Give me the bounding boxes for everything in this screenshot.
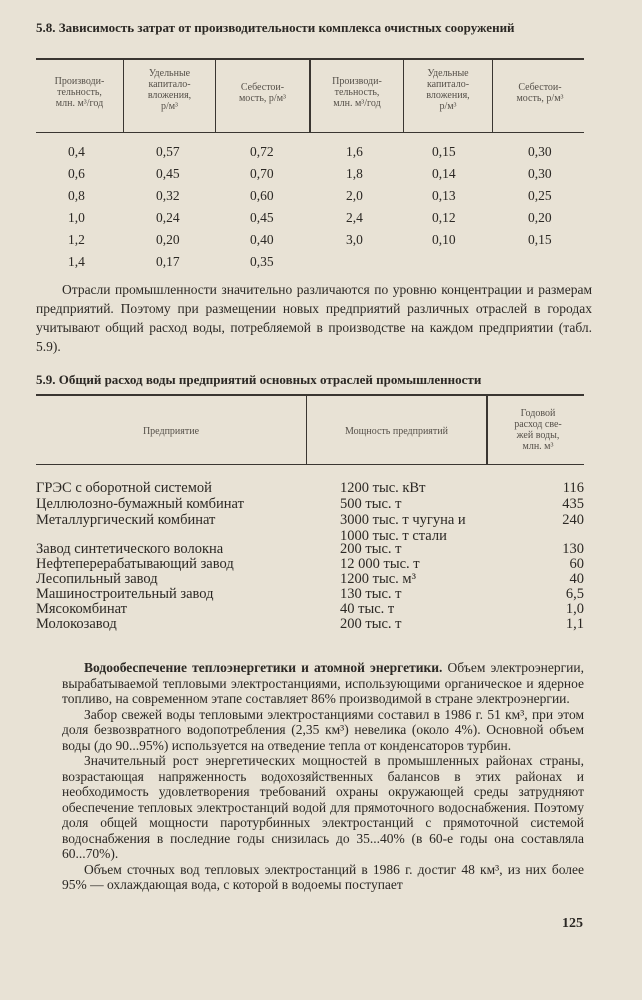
table1-cell: 2,0 (346, 188, 363, 203)
table1-cell: 0,45 (156, 166, 180, 181)
table2-header-cell: Предприятие (142, 426, 200, 437)
table2-enterprise: Молокозавод (36, 616, 117, 632)
table1-cell: 0,15 (528, 232, 552, 247)
table2-water-volume: 116 (562, 480, 584, 496)
table2-header-cell: Мощность предприятий (345, 426, 448, 437)
table1-header-cell: Удельные капитало- вложения, р/м³ (147, 68, 192, 112)
table2-enterprise: Целлюлозно-бумажный комбинат (36, 496, 244, 512)
table2-enterprise: Лесопильный завод (36, 571, 158, 587)
page-number: 125 (562, 916, 583, 931)
table1-cell: 0,60 (250, 188, 274, 203)
table2-header-cell: Годовой расход све- жей воды, млн. м³ (514, 408, 562, 452)
table1-cell: 0,15 (432, 144, 456, 159)
table1-cell: 0,20 (528, 210, 552, 225)
table2-header-rule (36, 464, 584, 465)
table1-header-cell: Производи- тельность, млн. м³/год (54, 76, 105, 109)
table1-cell: 0,8 (68, 188, 85, 203)
table2-capacity: 3000 тыс. т чугуна и 1000 тыс. т стали (340, 512, 466, 544)
table1-cell: 0,35 (250, 254, 274, 269)
table1-cell: 1,6 (346, 144, 363, 159)
table1-cell: 0,32 (156, 188, 180, 203)
table1-header-cell: Себестои- мость, р/м³ (516, 82, 564, 104)
table1-cell: 0,12 (432, 210, 456, 225)
table1-cell: 0,20 (156, 232, 180, 247)
table2-capacity: 500 тыс. т (340, 496, 402, 512)
table1-cell: 0,30 (528, 144, 552, 159)
table2-water-volume: 6,5 (565, 586, 584, 602)
table2-enterprise: Мясокомбинат (36, 601, 128, 617)
table2-capacity: 40 тыс. т (340, 601, 395, 617)
table1-cell: 0,40 (250, 232, 274, 247)
body-paragraph: Значительный рост энергетических мощностей в промышленных районах страны, возрастающая напряженность водохозяйственных балансов в этих районах и необходимость удовлетворения требований охраны окружающей среды затрудняют обеспечение тепловых электростанций водой для прямоточного водоснабжения. Поэтому доля общей мощности паротурбинных электростанций с прямоточной системой водоснабжения в последние годы снизилась до 35...40% (в 60-е годы она составляла 60...70%). (62, 753, 584, 861)
table2-capacity: 200 тыс. т (340, 541, 402, 557)
table1-caption: 5.8. Зависимость затрат от производительности комплекса очистных сооружений (36, 20, 515, 35)
table1-header-cell: Производи- тельность, млн. м³/год (332, 76, 382, 109)
table2-capacity: 1200 тыс. м³ (340, 571, 416, 587)
body-paragraph: Объем сточных вод тепловых электростанций в 1986 г. достиг 48 км³, из них более 95% — охлаждающая вода, с которой в водоемы поступает (62, 861, 584, 892)
table1-cell: 0,13 (432, 188, 456, 203)
table1-cell: 1,0 (68, 210, 85, 225)
table1-cell: 1,8 (346, 166, 363, 181)
table1-cell: 0,10 (432, 232, 456, 247)
table2-enterprise: Машиностроительный завод (36, 586, 214, 602)
table1-header-rule (36, 132, 584, 133)
body-paragraph: Забор свежей воды тепловыми электростанциями составил в 1986 г. 51 км³, при этом доля безвозвратного водопотребления (2,35 км³) невелика (около 4%). Основной объем воды (до 90...95%) используется на отведение тепла от конденсаторов турбин. (62, 706, 584, 753)
table2-top-rule (36, 394, 584, 396)
table1-cell: 0,70 (250, 166, 274, 181)
table1-cell: 1,2 (68, 232, 85, 247)
table2-enterprise: Металлургический комбинат (36, 512, 216, 528)
table1-cell: 3,0 (346, 232, 363, 247)
table1-cell: 0,30 (528, 166, 552, 181)
table2-caption: 5.9. Общий расход воды предприятий основных отраслей промышленности (36, 372, 482, 387)
table2-water-volume: 1,0 (565, 601, 584, 617)
table2-water-volume: 435 (562, 496, 584, 512)
table1-header-cell: Удельные капитало- вложения, р/м³ (426, 68, 470, 112)
table1-cell: 0,24 (156, 210, 180, 225)
table2-enterprise: Нефтеперерабатывающий завод (36, 556, 234, 572)
table1-cell: 0,6 (68, 166, 85, 181)
table1-cell: 0,57 (156, 144, 180, 159)
table1-cell: 0,45 (250, 210, 274, 225)
table2-water-volume: 130 (562, 541, 584, 557)
table1-cell: 1,4 (68, 254, 85, 269)
table1-cell: 0,25 (528, 188, 552, 203)
table1-cell: 0,14 (432, 166, 456, 181)
table2-capacity: 12 000 тыс. т (340, 556, 420, 572)
table2-water-volume: 240 (562, 512, 584, 528)
table1-cell: 0,17 (156, 254, 180, 269)
body-paragraph: Водообеспечение теплоэнергетики и атомной энергетики. Объем электроэнергии, вырабатываемой тепловыми электростанциями, использующими органическое и ядерное топливо, на современном этапе составляет 86% производимой в стране электроэнергии. (62, 660, 584, 706)
table1-cell: 0,72 (250, 144, 274, 159)
table2-enterprise: Завод синтетического волокна (36, 541, 224, 557)
table1-cell: 0,4 (68, 144, 85, 159)
table2-water-volume: 40 (569, 571, 584, 587)
table1-cell: 2,4 (346, 210, 363, 225)
table2-water-volume: 1,1 (565, 616, 584, 632)
section-lead-heading: Водообеспечение теплоэнергетики и атомной энергетики. (84, 660, 443, 675)
table2-capacity: 200 тыс. т (340, 616, 402, 632)
table1-header-cell: Себестои- мость, р/м³ (238, 82, 287, 104)
body-section-thermal-power (62, 660, 584, 893)
table2-capacity: 1200 тыс. кВт (340, 480, 426, 496)
table2-water-volume: 60 (569, 556, 584, 572)
table2-capacity: 130 тыс. т (340, 586, 402, 602)
table2-enterprise: ГРЭС с оборотной системой (36, 480, 212, 496)
paragraph-enterprise-distribution: Отрасли промышленности значительно различаются по уровню концентрации и размерам предприятий. Поэтому при размещении новых предприятий различных отраслей в городах учитывают общий расход воды, потребляемой в производстве на каждом предприятии (табл. 5.9). (36, 282, 592, 354)
